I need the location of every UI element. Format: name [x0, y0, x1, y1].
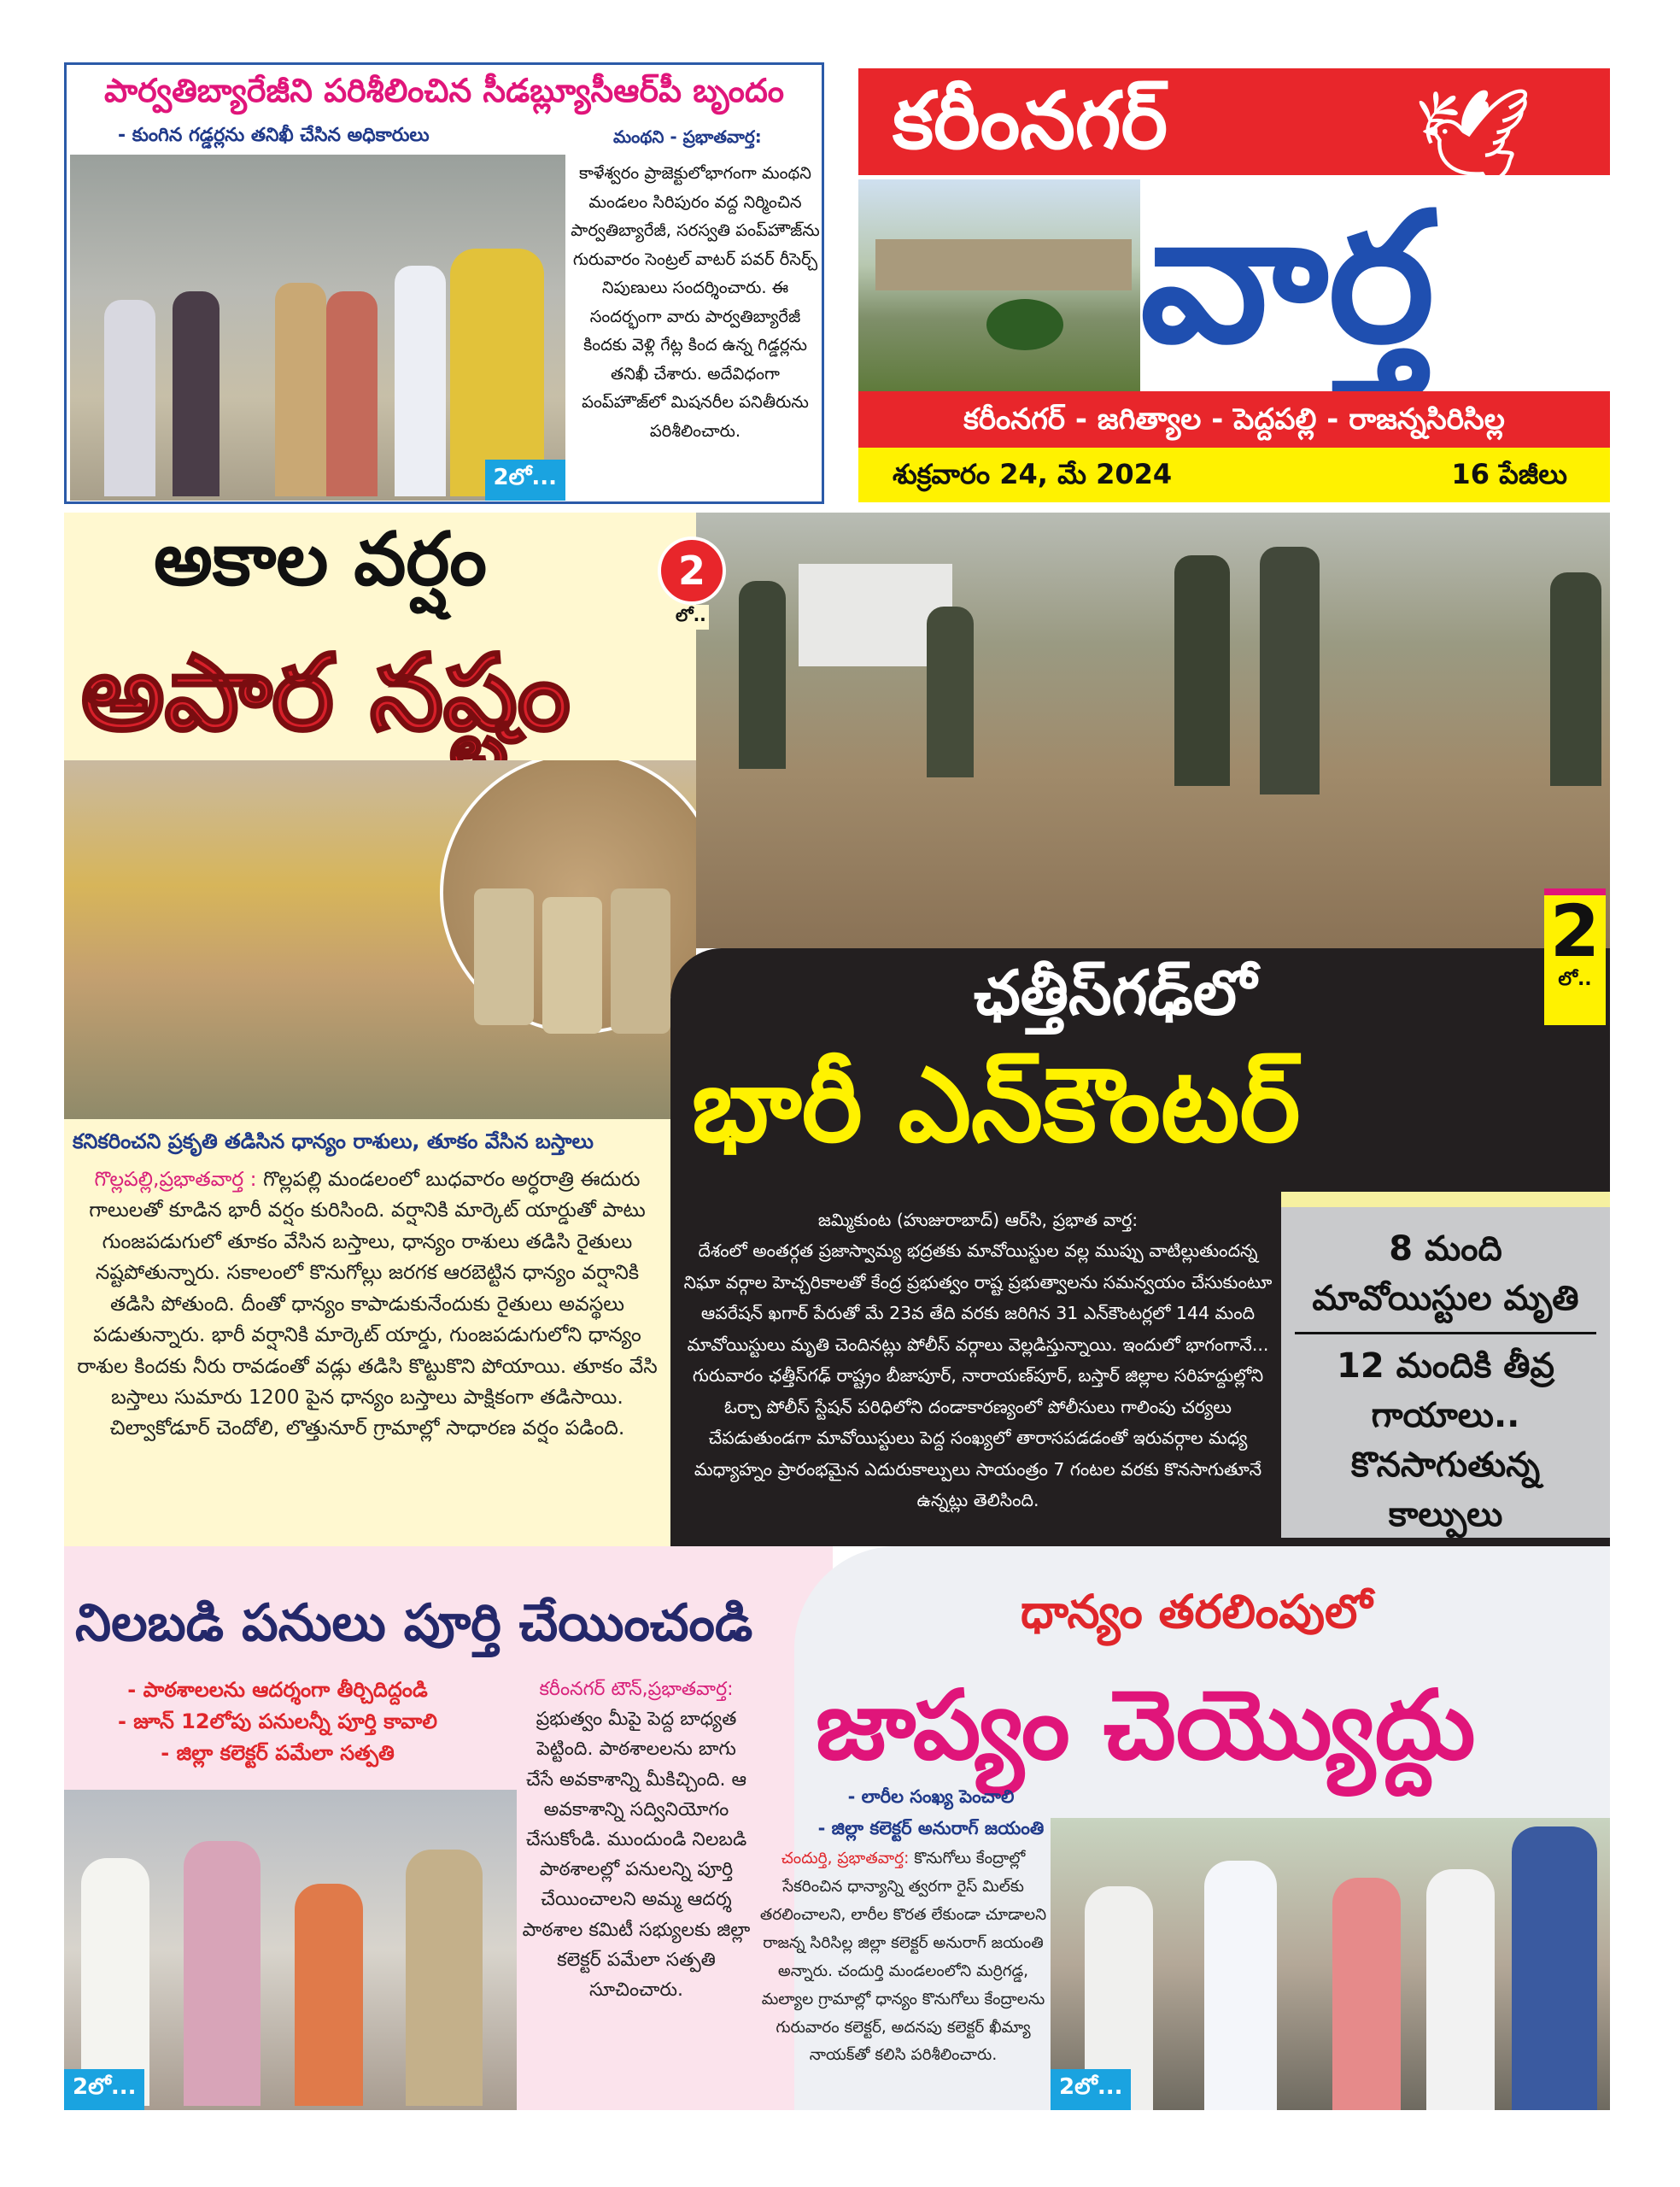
- school-photo: [64, 1790, 517, 2110]
- injured-count: 12 మందికి తీవ్ర గాయాలు.. కొనసాగుతున్న కాల్పులు: [1337, 1346, 1554, 1534]
- top-story-photo: [70, 155, 565, 501]
- school-subheads: [77, 1674, 478, 1770]
- encounter-dateline: జమ్మికుంట (హుజురాబాద్) ఆర్‌సి, ప్రభాత వార్త:: [817, 1210, 1139, 1230]
- dead-count: 8 మంది మావోయిస్టుల మృతి: [1295, 1224, 1596, 1334]
- top-story-body: కాళేశ్వరం ప్రాజెక్టులోభాగంగా మంథని మండలం సిరిపురం వద్ద నిర్మించిన పార్వతిబ్యారేజీ, సరస్వతి పంప్‌హౌజ్‌ను గురువారం సెంట్రల్ వాటర్ పవర్ రీసెర్చ్ నిపుణులు సందర్శించారు. ఈ సందర్భంగా వారు పార్వతిబ్యారేజీ కిందకు వెళ్లి గేట్ల కింద ఉన్న గిడ్డర్లను తనిఖీ చేశారు. అదేవిధంగా పంప్‌హౌజ్‌లో మిషనరీల పనితీరును పరిశీలించారు.: [571, 163, 820, 441]
- rain-caption: కనికరించని ప్రకృతి తడిసిన ధాన్యం రాశులు, తూకం వేసిన బస్తాలు: [73, 1129, 594, 1153]
- rain-headline-2: అపార నష్టం: [81, 632, 571, 753]
- school-body: [521, 1674, 752, 2005]
- school-subhead: - జిల్లా కలెక్టర్ పమేలా సత్పతి: [161, 1741, 395, 1766]
- school-headline: నిలబడి పనులు పూర్తి చేయించండి: [75, 1593, 753, 1653]
- encounter-continued-badge[interactable]: [1544, 888, 1606, 1025]
- grain-photo: [1051, 1818, 1610, 2110]
- rain-body: [73, 1164, 662, 1444]
- bird-logo-icon: 🕊: [1414, 82, 1533, 191]
- page-count: 16 పేజీలు: [1451, 458, 1567, 490]
- districts-band: కరీంనగర్ - జగిత్యాల - పెద్దపల్లి - రాజన్నసిరిసిల్ల: [858, 391, 1610, 448]
- school-subhead: - పాఠశాలలను ఆదర్శంగా తీర్చిదిద్దండి: [127, 1678, 428, 1702]
- badge-number: 2: [1549, 889, 1601, 973]
- rain-badge-suffix: లో..: [673, 605, 709, 630]
- school-body-text: ప్రభుత్వం మీపై పెద్ద బాధ్యత పెట్టింది. పాఠశాలలను బాగు చేసే అవకాశాన్ని మీకిచ్చింది. ఆ అవకాశాన్ని సద్వినియోగం చేసుకోండి. ముందుండి నిలబడి పాఠశాలల్లో పనులన్ని పూర్తి చేయించాలని అమ్మ ఆదర్శ పాఠశాల కమిటీ సభ్యులకు జిల్లా కలెక్టర్ పమేలా సత్పతి సూచించారు.: [522, 1709, 751, 2001]
- school-dateline: కరీంనగర్ టౌన్,ప్రభాతవార్త:: [539, 1679, 734, 1700]
- badge-suffix: లో..: [1558, 969, 1592, 990]
- rain-continued-badge[interactable]: 2: [658, 536, 726, 605]
- encounter-headline-2: భారీ ఎన్‌కౌంటర్: [692, 1047, 1301, 1165]
- rain-dateline: గొల్లపల్లి,ప్రభాతవార్త :: [94, 1167, 257, 1191]
- top-story-dateline: మంథని - ప్రభాతవార్త:: [613, 126, 762, 147]
- school-subhead: - జూన్ 12లోపు పనులన్నీ పూర్తి కావాలి: [117, 1709, 438, 1734]
- school-continued-badge[interactable]: 2లో...: [64, 2069, 144, 2110]
- encounter-photo: [696, 513, 1610, 948]
- encounter-headline-1: ఛత్తీస్‌గఢ్‌లో: [974, 957, 1256, 1029]
- grain-body-text: కొనుగోలు కేంద్రాల్లో సేకరించిన ధాన్యాన్ని త్వరగా రైస్ మిల్‌కు తరలించాలని, లారీల కొరత లేకుండా చూడాలని రాజన్న సిరిసిల్ల జిల్లా కలెక్టర్ అనురాగ్ జయంతి అన్నారు. చందుర్తి మండలంలోని మర్రిగడ్డ, మల్యాల గ్రామాల్లో ధాన్యం కొనుగోలు కేంద్రాలను గురువారం కలెక్టర్, అదనపు కలెక్టర్ ఖీమ్యా నాయక్‌తో కలిసి పరిశీలించారు.: [759, 1850, 1047, 2065]
- grain-subhead: - జిల్లా కలెక్టర్ అనురాగ్ జయంతి: [817, 1817, 1045, 1838]
- top-story-headline: పార్వతిబ్యారేజీని పరిశీలించిన సీడబ్ల్యూసీఆర్‌పీ బృందం: [103, 72, 785, 109]
- masthead-name-top: కరీంనగర్: [893, 75, 1168, 167]
- grain-subhead: - లారీల సంఖ్య పెంచాలి: [847, 1786, 1015, 1807]
- grain-continued-badge[interactable]: 2లో...: [1051, 2069, 1131, 2110]
- rain-body-text: గొల్లపల్లి మండలంలో బుధవారం అర్ధరాత్రి ఈదురు గాలులతో కూడిన భారీ వర్షం కురిసింది. వర్షానికి మార్కెట్ యార్డుతో పాటు గుంజపడుగులో తూకం వేసిన బస్తాలు, ధాన్యం రాశులు తడిసి రైతులు నష్టపోతున్నారు. సకాలంలో కొనుగోల్లు జరగక ఆరబెట్టిన ధాన్యం వర్షానికి తడిసి పోతుంది. దీంతో ధాన్యం కాపాడుకునేందుకు రైతులు అవస్థలు పడుతున్నారు. భారీ వర్షానికి మార్కెట్ యార్డు, గుంజపడుగులోని ధాన్యం రాశుల కిందకు నీరు రావడంతో వడ్లు తడిసి కొట్టుకొని పోయాయి. తూకం వేసి బస్తాలు సుమారు 1200 పైన ధాన్యం బస్తాలు పాక్షికంగా తడిసాయి. చిల్వాకోడూర్ చెందోలి, లొత్తునూర్ గ్రామాల్లో సాధారణ వర్షం పడింది.: [77, 1167, 658, 1440]
- encounter-body-text: దేశంలో అంతర్గత ప్రజాస్వామ్య భద్రతకు మావోయిస్టుల వల్ల ముప్పు వాటిల్లుతుందన్న నిఘా వర్గాల హెచ్చరికాలతో కేంద్ర ప్రభుత్వం రాష్ట ప్రభుత్వాలను సమన్వయం చేసుకుంటూ ఆపరేషన్ ఖగార్ పేరుతో మే 23వ తేది వరకు జరిగిన 31 ఎన్‌కౌంటర్లలో 144 మంది మావోయిస్టులు మృతి చెందినట్లు పోలీస్ వర్గాలు వెల్లడిస్తున్నాయి. ఇందులో భాగంగానే... గురువారం ఛత్తీస్‌గఢ్ రాష్ట్రం బీజాపూర్, నారాయణ్‌పూర్, బస్తార్ జిల్లాల సరిహద్దుల్లోని ఓర్చా పోలీస్ స్టేషన్ పరిధిలోని దండాకారణ్యంలో పోలీసులు గాలింపు చర్యలు చేపడుతుండగా మావోయిస్టులు పెద్ద సంఖ్యలో తారాసపడడంతో ఇరువర్గాల మధ్య మధ్యాహ్నం ప్రారంభమైన ఎదురుకాల్పులు సాయంత్రం 7 గంటల వరకు కొనసాగుతూనే ఉన్నట్లు తెలిసింది.: [683, 1240, 1273, 1511]
- issue-date: శుక్రవారం 24, మే 2024: [893, 458, 1173, 490]
- rain-headline-1: అకాల వర్షం: [154, 517, 488, 602]
- top-story-subhead: - కుంగిన గడ్డర్లను తనిఖీ చేసిన అధికారులు: [118, 125, 430, 146]
- grain-headline-1: ధాన్యం తరలింపులో: [1021, 1585, 1373, 1639]
- masthead-name-main: వార్త: [1140, 173, 1435, 383]
- encounter-sidebar: [1281, 1192, 1610, 1538]
- encounter-body: [679, 1205, 1277, 1516]
- grain-body: [756, 1845, 1051, 2070]
- rain-photo: [64, 760, 696, 1119]
- grain-subheads: [803, 1781, 1059, 1844]
- dam-photo: [858, 179, 1140, 393]
- continued-badge[interactable]: 2లో...: [485, 460, 565, 501]
- top-story-box: [64, 62, 824, 504]
- grain-headline-2: జాప్యం చెయ్యొద్దు: [816, 1670, 1476, 1781]
- masthead: [858, 68, 1610, 502]
- grain-dateline: చందుర్తి, ప్రభాతవార్త:: [781, 1850, 910, 1867]
